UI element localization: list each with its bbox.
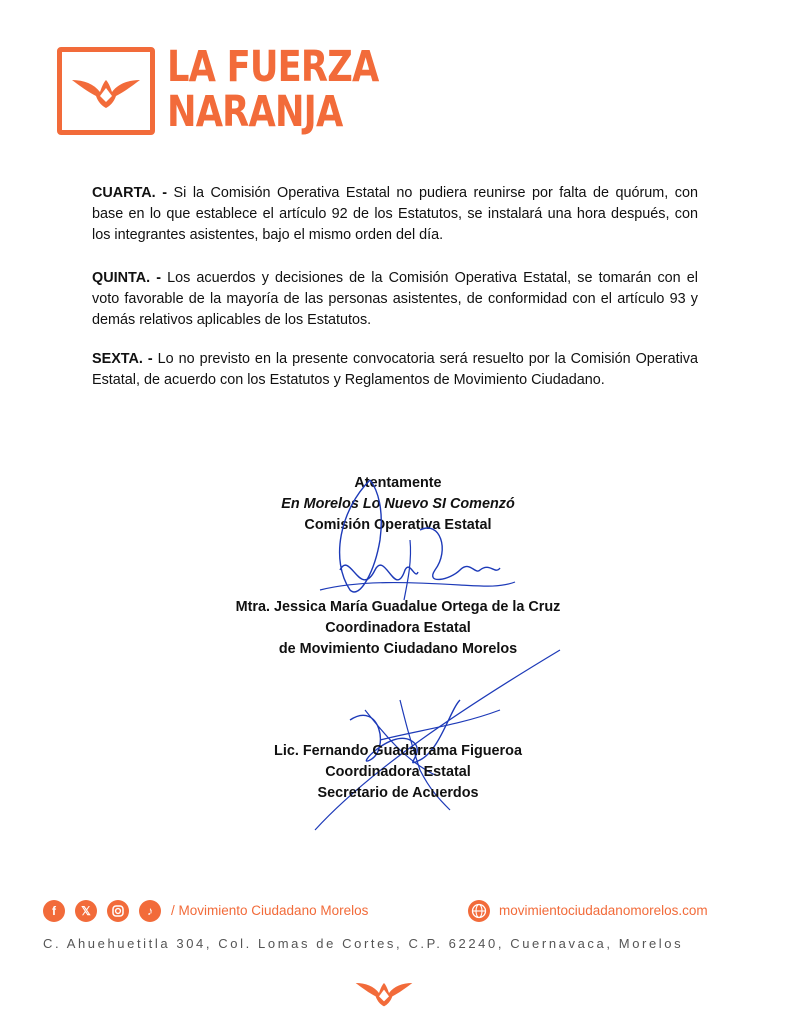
signer-1-role: Coordinadora Estatal [325,620,471,636]
brand-logo [57,42,379,139]
signer-2-role: Coordinadora Estatal [325,764,471,780]
logo-emblem-box [57,47,155,135]
logo-wordmark [167,42,379,137]
footer-address: C. Ahuehuetitla 304, Col. Lomas de Cortes, C.P. 62240, Cuernavaca, Morelos [43,936,684,951]
globe-icon [468,900,490,922]
signer-1-name: Mtra. Jessica María Guadalue Ortega de la Cruz [235,599,561,615]
paragraph-label: CUARTA. - [92,185,167,201]
signer-1-block [150,597,646,660]
facebook-icon[interactable]: f [43,900,65,922]
social-handle[interactable]: / Movimiento Ciudadano Morelos [171,903,369,918]
logo-line-2: NARANJA [167,87,343,137]
signer-2-block [150,741,646,804]
instagram-icon[interactable] [107,900,129,922]
paragraph-cuarta [92,183,698,246]
signer-2-name: Lic. Fernando Guadarrama Figueroa [274,743,522,759]
logo-line-1: LA FUERZA [167,42,379,92]
closing-block [150,473,646,536]
tiktok-icon[interactable]: ♪ [139,900,161,922]
closing-body: Comisión Operativa Estatal [304,517,492,533]
paragraph-label: SEXTA. - [92,351,153,367]
signature-2-scribble [310,640,570,840]
paragraph-label: QUINTA. - [92,270,161,286]
x-icon[interactable]: 𝕏 [75,900,97,922]
footer [43,900,743,924]
signer-1-org: de Movimiento Ciudadano Morelos [278,641,518,657]
paragraph-text: Lo no previsto en la presente convocatoria será resuelto por la Comisión Operativa Estatal, de acuerdo con los Estatutos y Reglamentos de Movimiento Ciudadano. [92,351,698,388]
eagle-icon [70,74,142,110]
paragraph-text: Si la Comisión Operativa Estatal no pudiera reunirse por falta de quórum, con base en lo que establece el artículo 92 de los Estatutos, se instalará una hora después, con los integrantes asistentes, bajo el mismo orden del día. [92,185,698,243]
closing-greeting: Atentamente [354,475,442,491]
paragraph-text: Los acuerdos y decisiones de la Comisión Operativa Estatal, se tomarán con el voto favorable de la mayoría de las personas asistentes, de conformidad con el artículo 93 y demás relativos aplicables de los Estatutos. [92,270,698,328]
website-link[interactable]: movimientociudadanomorelos.com [499,903,708,918]
signer-2-org: Secretario de Acuerdos [317,785,479,801]
paragraph-sexta [92,349,698,391]
paragraph-quinta [92,268,698,331]
eagle-icon [348,978,420,1008]
closing-slogan: En Morelos Lo Nuevo SI Comenzó [281,496,515,512]
